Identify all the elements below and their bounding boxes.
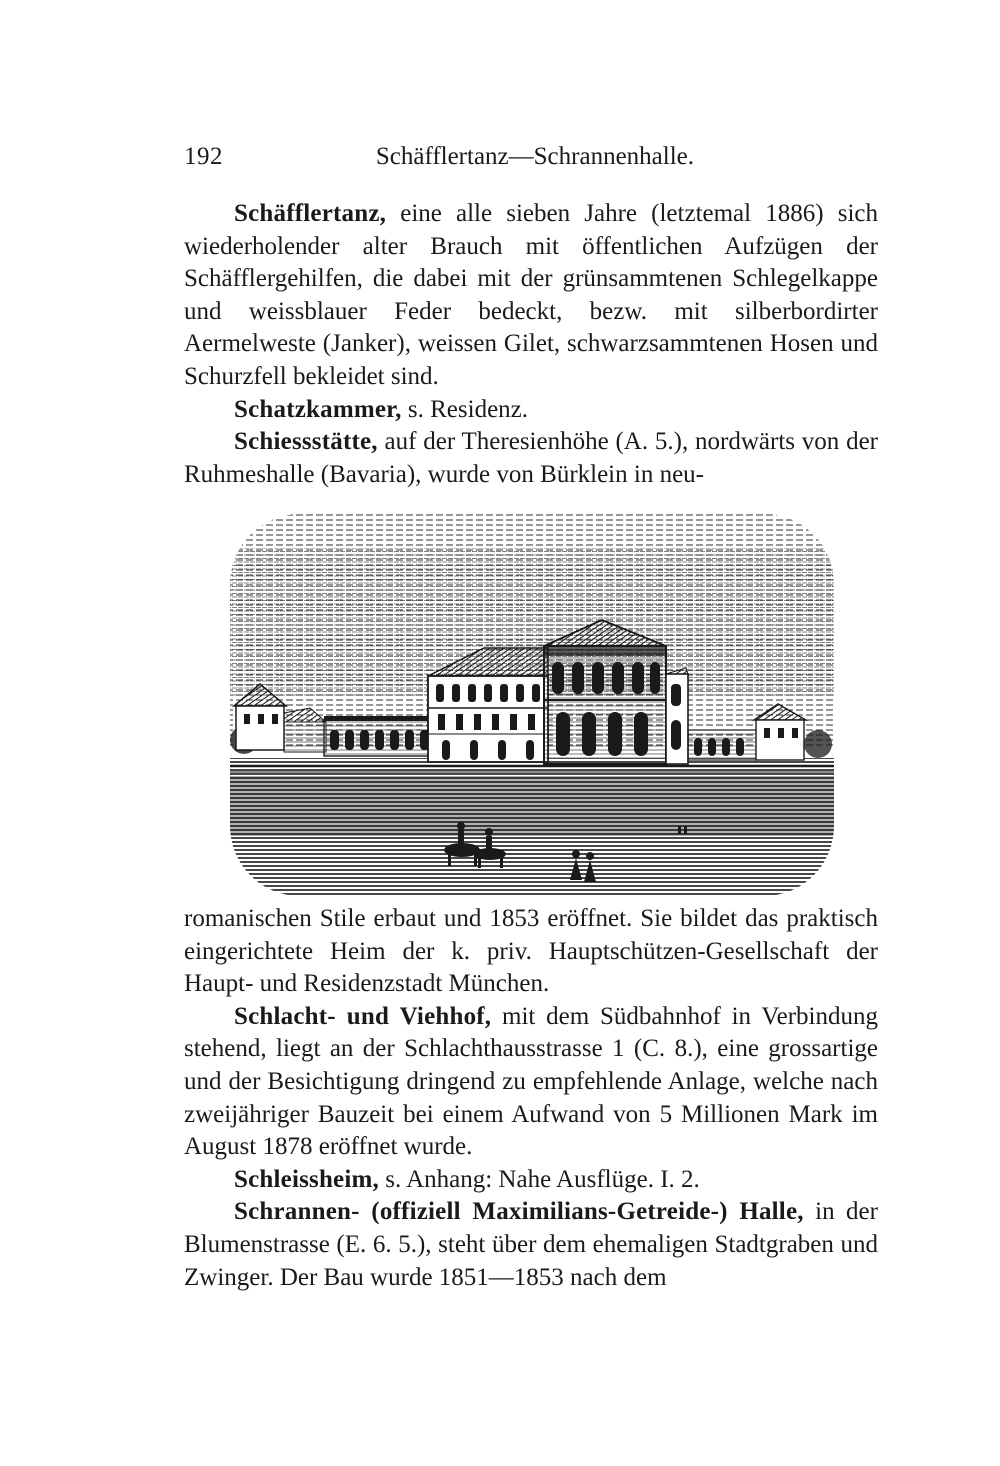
entry-schrannenhalle: [184, 1196, 878, 1294]
entry-headword: Schiessstätte,: [234, 428, 378, 456]
entry-headword: Schatzkammer,: [234, 395, 402, 423]
vignette-group: [226, 508, 838, 900]
running-header: [184, 143, 694, 171]
entry-body: s. Residenz.: [401, 395, 529, 423]
text-block-top: [184, 198, 878, 491]
running-title: Schäfflertanz—Schrannenhalle.: [375, 143, 694, 170]
arcade-left: [324, 716, 436, 756]
continuation-paragraph: romanischen Stile erbaut und 1853 eröffnet. Sie bildet das praktisch eingerichtete Heim der k. priv. Hauptschützen-Gesellschaft der Haupt- und Residenzstadt München.: [184, 905, 878, 998]
entry-body: in der Blumenstrasse (E. 6. 5.), steht über dem ehemaligen Stadtgraben und Zwinger. Der Bau wurde 1851—1853 nach dem: [184, 1198, 878, 1291]
arcade-right: [688, 730, 758, 760]
entry-body: mit dem Südbahnhof in Verbindung stehend, liegt an der Schlachthausstrasse 1 (C. 8.), eine grossartige und der Besichtigung dringend zu empfehlende Anlage, welche nach zweijähriger Bauzeit bei einem Aufwand von 5 Millionen Mark im August 1878 eröffnet wurde.: [184, 1002, 878, 1161]
ground-shadow: [226, 776, 838, 836]
entry-body: s. Anhang: Nahe Ausflüge. I. 2.: [378, 1165, 700, 1193]
building-right-wing: [666, 668, 688, 764]
entry-headword: Schleissheim,: [234, 1165, 379, 1193]
entry-body: eine alle sieben Jahre (letztemal 1886) sich wiederholender alter Brauch mit öffentlichen Aufzügen der Schäfflergehilfen, die dabei mit der grünsammtenen Schlegelkappe und weissblauer Feder bedeckt, bezw. mit silberbordirter Aermelweste (Janker), weissen Gilet, schwarzsammtenen Hosen und Schurzfell bekleidet sind.: [184, 200, 878, 390]
engraving-svg: [226, 508, 838, 900]
entry-schiessstaette: [184, 426, 878, 491]
text-block-bottom: [184, 903, 878, 1294]
entry-schleissheim: [184, 1164, 878, 1197]
entry-headword: Schlacht- und Viehhof,: [234, 1002, 492, 1030]
entry-body: auf der Theresienhöhe (A. 5.), nordwärts von der Ruhmeshalle (Bavaria), wurde von Bürklein in neu-: [184, 428, 878, 488]
entry-headword: Schäfflertanz,: [234, 200, 387, 227]
building-center: [544, 620, 666, 764]
entry-schlacht-viehhof: [184, 1001, 878, 1164]
page-number: 192: [184, 143, 223, 170]
entry-headword: Schrannen- (offiziell Maximilians-Getreide-) Halle,: [234, 1198, 804, 1226]
entry-schatzkammer: [184, 394, 878, 427]
engraving-illustration: [226, 508, 838, 900]
entry-schaefflertanz: [184, 198, 878, 394]
